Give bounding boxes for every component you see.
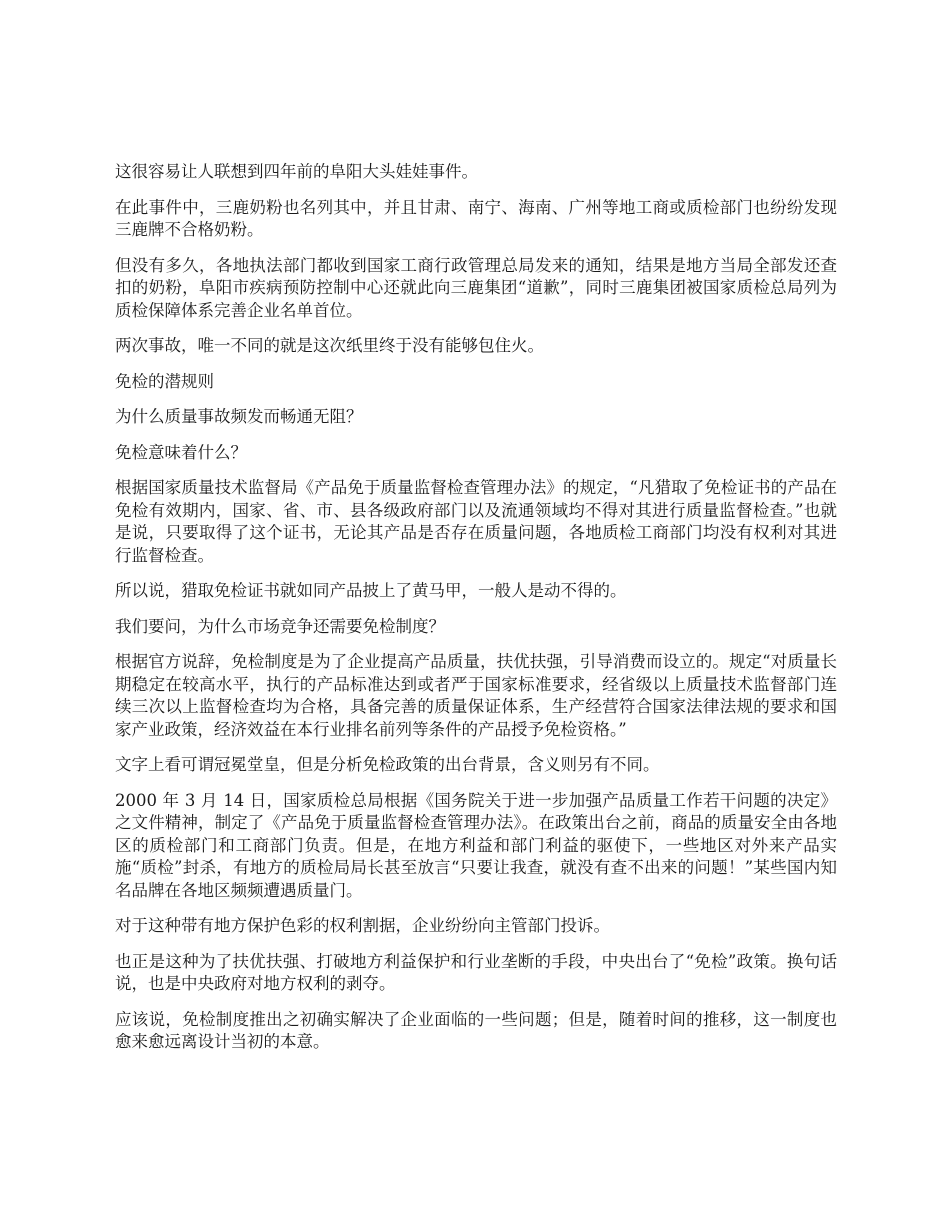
paragraph-3: 但没有多久，各地执法部门都收到国家工商行政管理总局发来的通知，结果是地方当局全部发还查扣的奶粉，阜阳市疾病预防控制中心还就此向三鹿集团“道歉”，同时三鹿集团被国家质检总局列为质检保障体系完善企业名单首位。 bbox=[115, 255, 837, 320]
paragraph-15: 也正是这种为了扶优扶强、打破地方利益保护和行业垄断的手段，中央出台了“免检”政策。换句话说，也是中央政府对地方权利的剥夺。 bbox=[115, 951, 837, 993]
paragraph-11: 根据官方说辞，免检制度是为了企业提高产品质量，扶优扶强，引导消费而设立的。规定“对质量长期稳定在较高水平，执行的产品标准达到或者严于国家标准要求，经省级以上质量技术监督部门连续三次以上监督检查均为合格，具备完善的质量保证体系，生产经营符合国家法律法规的要求和国家产业政策，经济效益在本行业排名前列等条件的产品授予免检资格。” bbox=[115, 652, 837, 739]
paragraph-9: 所以说，猎取免检证书就如同产品披上了黄马甲，一般人是动不得的。 bbox=[115, 581, 627, 600]
paragraph-14: 对于这种带有地方保护色彩的权利割据，企业纷纷向主管部门投诉。 bbox=[115, 916, 610, 935]
paragraph-16: 应该说，免检制度推出之初确实解决了企业面临的一些问题；但是，随着时间的推移，这一制度也愈来愈远离设计当初的本意。 bbox=[115, 1009, 837, 1051]
paragraph-7: 免检意味着什么？ bbox=[115, 442, 247, 462]
paragraph-8: 根据国家质量技术监督局《产品免于质量监督检查管理办法》的规定，“凡猎取了免检证书的产品在免检有效期内，国家、省、市、县各级政府部门以及流通领域均不得对其进行质量监督检查。”也就是说，只要取得了这个证书，无论其产品是否存在质量问题，各地质检工商部门均没有权利对其进行监督检查。 bbox=[115, 478, 837, 565]
section-heading: 免检的潜规则 bbox=[115, 371, 214, 391]
paragraph-10: 我们要问，为什么市场竞争还需要免检制度？ bbox=[115, 616, 445, 636]
paragraph-2: 在此事件中，三鹿奶粉也名列其中，并且甘肃、南宁、海南、广州等地工商或质检部门也纷纷发现三鹿牌不合格奶粉。 bbox=[115, 197, 837, 239]
document-page bbox=[115, 161, 837, 1067]
paragraph-1: 这很容易让人联想到四年前的阜阳大头娃娃事件。 bbox=[115, 162, 478, 181]
paragraph-13: 2000 年 3 月 14 日，国家质检总局根据《国务院关于进一步加强产品质量工作若干问题的决定》之文件精神，制定了《产品免于质量监督检查管理办法》。在政策出台之前，商品的质量安全由各地区的质检部门和工商部门负责。但是，在地方利益和部门利益的驱使下，一些地区对外来产品实施“质检”封杀，有地方的质检局局长甚至放言“只要让我查，就没有查不出来的问题！”某些国内知名品牌在各地区频频遭遇质量门。 bbox=[115, 790, 837, 900]
paragraph-4: 两次事故，唯一不同的就是这次纸里终于没有能够包住火。 bbox=[115, 336, 544, 355]
paragraph-6: 为什么质量事故频发而畅通无阻？ bbox=[115, 407, 363, 426]
paragraph-12: 文字上看可谓冠冕堂皇，但是分析免检政策的出台背景，含义则另有不同。 bbox=[115, 755, 660, 774]
